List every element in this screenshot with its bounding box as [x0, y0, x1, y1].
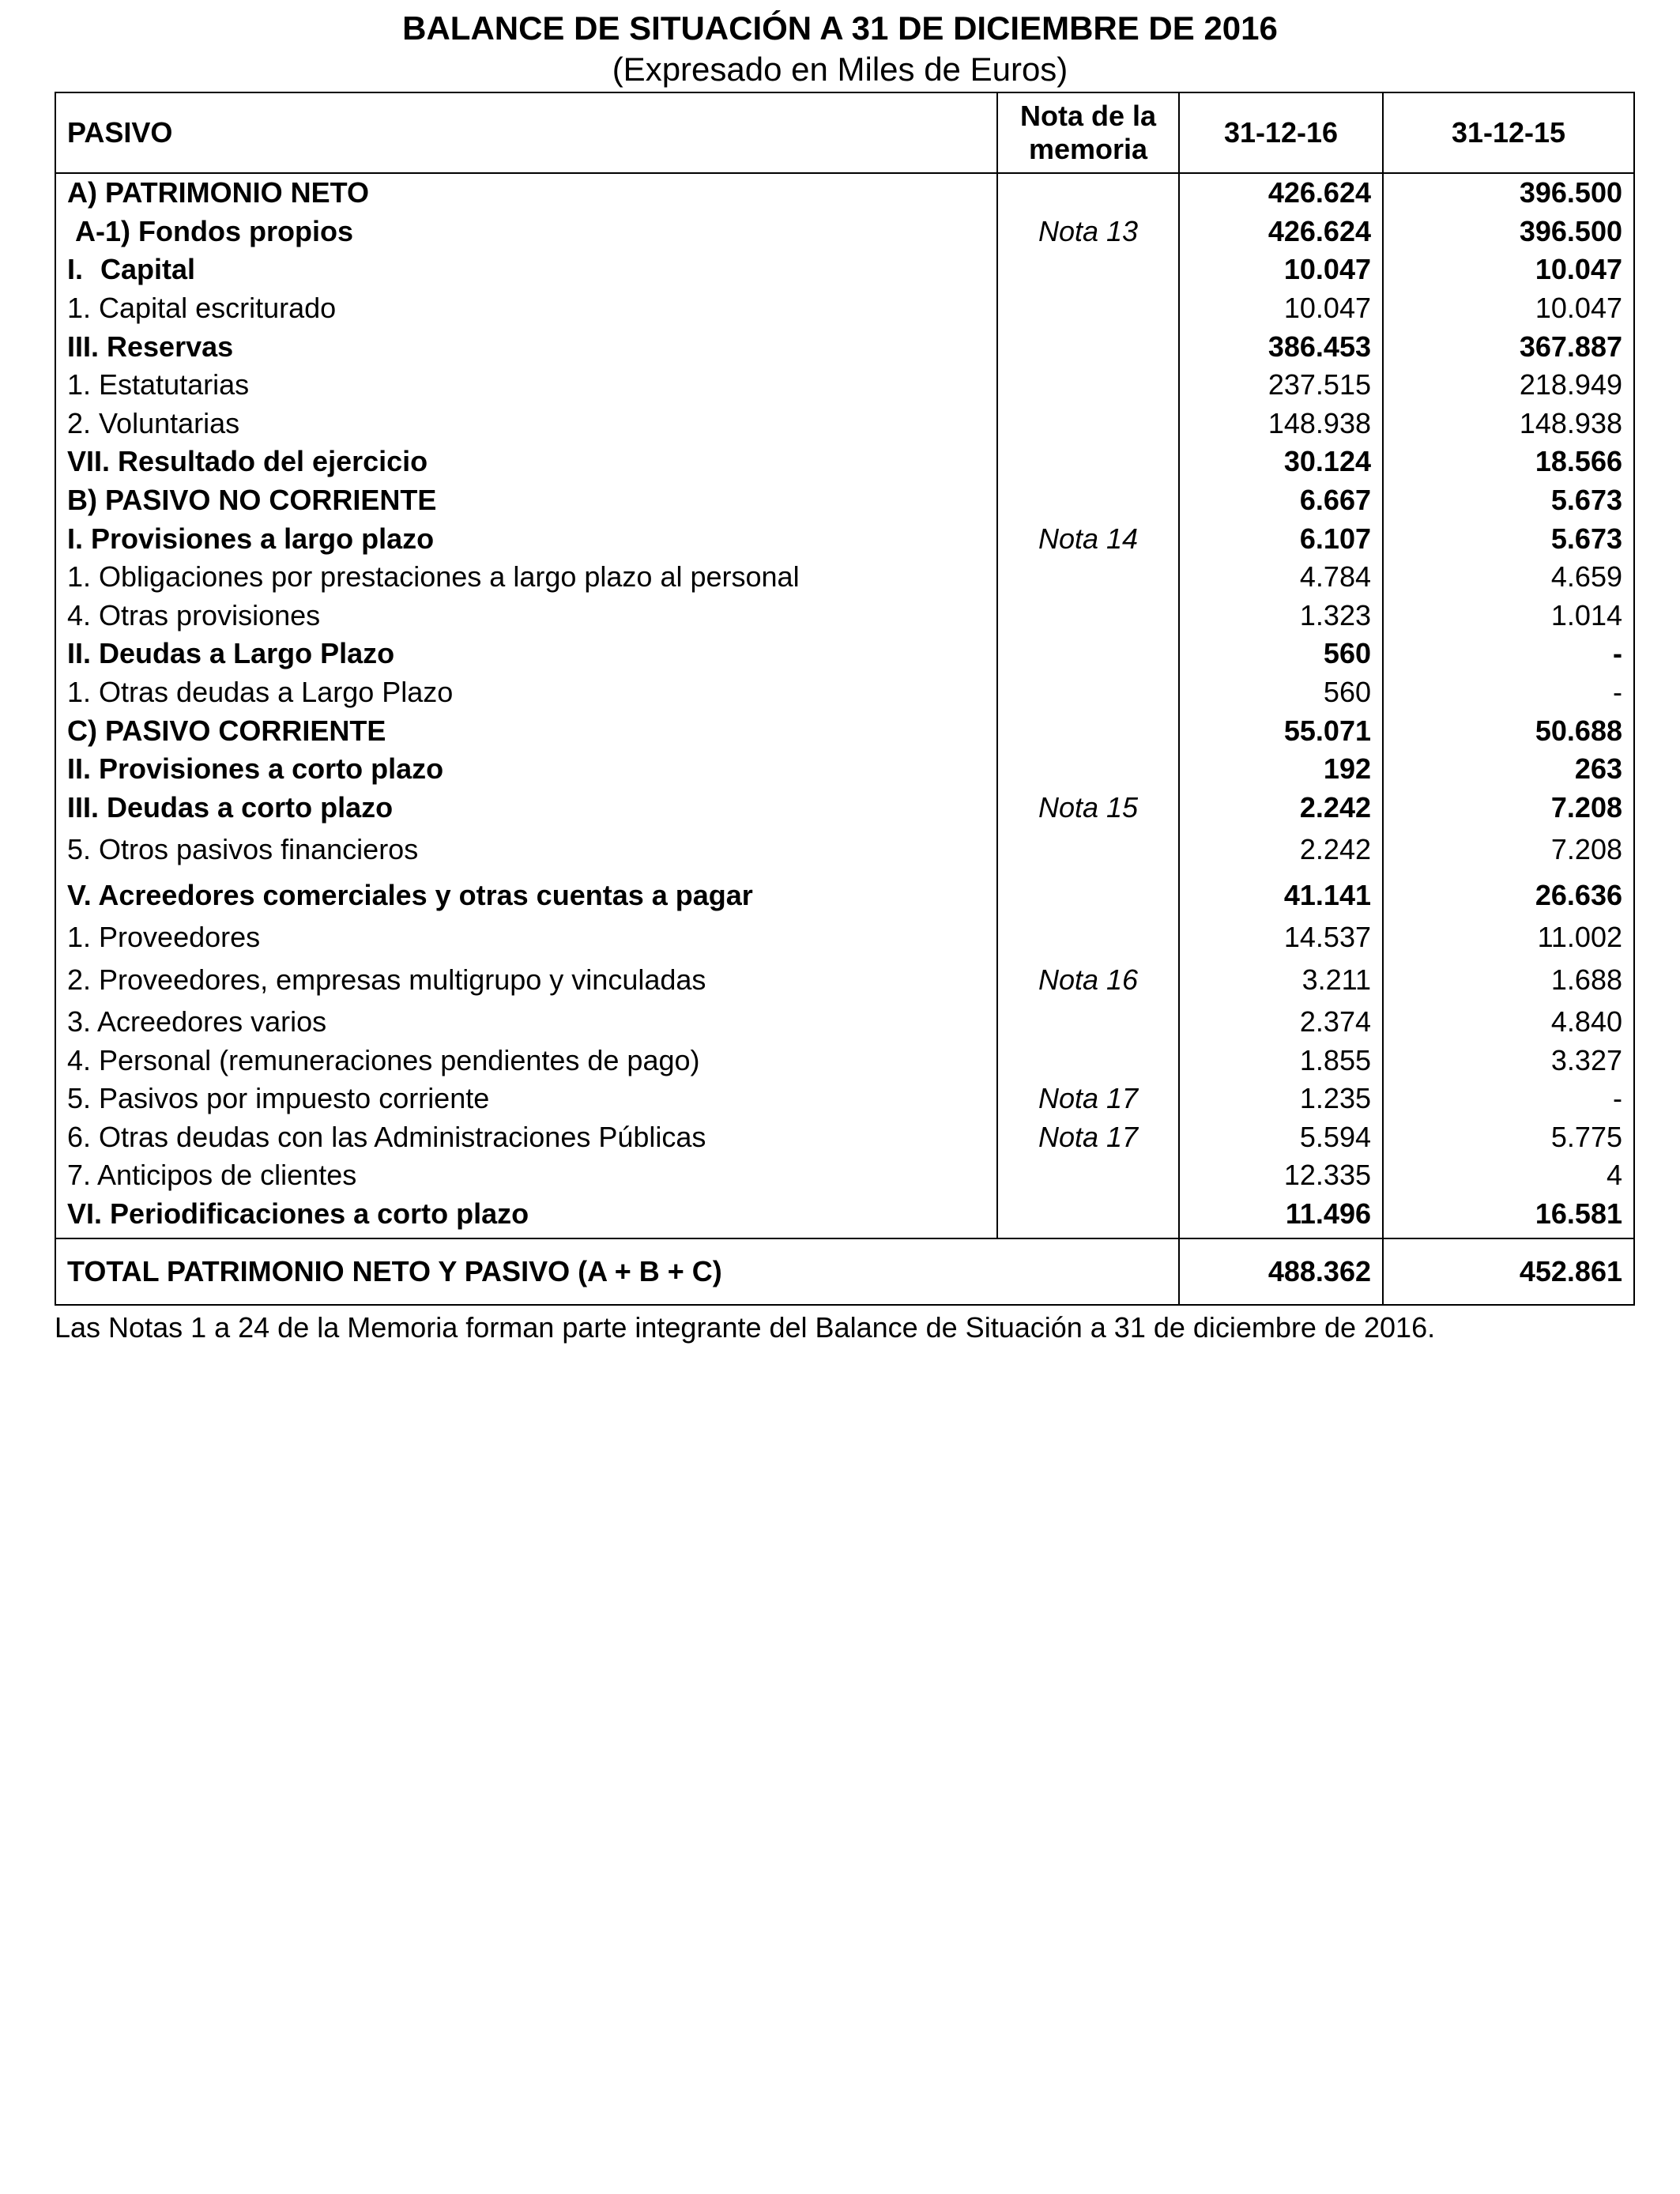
row-value-2016: 1.855 — [1179, 1041, 1383, 1080]
row-value-2016: 426.624 — [1179, 173, 1383, 213]
table-row — [55, 519, 1634, 558]
document-subtitle: (Expresado en Miles de Euros) — [612, 51, 1068, 88]
row-value-2016: 2.374 — [1179, 1003, 1383, 1042]
table-row — [55, 1156, 1634, 1195]
row-label-number: I. — [67, 253, 84, 286]
row-value-2015: 7.208 — [1383, 827, 1634, 873]
table-row — [55, 873, 1634, 918]
row-label: VII. Resultado del ejercicio — [55, 443, 997, 481]
row-value-2015: 263 — [1383, 750, 1634, 789]
total-value-2015: 452.861 — [1383, 1238, 1634, 1305]
row-value-2015: - — [1383, 635, 1634, 673]
row-nota — [997, 481, 1179, 520]
row-value-2016: 192 — [1179, 750, 1383, 789]
row-value-2015: - — [1383, 673, 1634, 712]
row-value-2016: 6.107 — [1179, 519, 1383, 558]
header-col-2016: 31-12-16 — [1179, 92, 1383, 173]
table-row — [55, 711, 1634, 750]
table-row — [55, 750, 1634, 789]
row-nota: Nota 13 — [997, 213, 1179, 251]
row-nota — [997, 711, 1179, 750]
row-value-2016: 2.242 — [1179, 789, 1383, 827]
total-value-2016: 488.362 — [1179, 1238, 1383, 1305]
table-row — [55, 673, 1634, 712]
row-value-2016: 1.323 — [1179, 597, 1383, 635]
row-label: B) PASIVO NO CORRIENTE — [55, 481, 997, 520]
row-nota — [997, 1195, 1179, 1239]
row-value-2016: 30.124 — [1179, 443, 1383, 481]
row-nota — [997, 173, 1179, 213]
row-value-2016: 55.071 — [1179, 711, 1383, 750]
row-value-2015: - — [1383, 1080, 1634, 1118]
row-label: V. Acreedores comerciales y otras cuentas a pagar — [55, 873, 997, 918]
table-row — [55, 918, 1634, 957]
balance-table — [55, 92, 1635, 1306]
row-value-2015: 26.636 — [1383, 873, 1634, 918]
row-value-2015: 4 — [1383, 1156, 1634, 1195]
row-value-2016: 5.594 — [1179, 1118, 1383, 1156]
row-value-2015: 5.775 — [1383, 1118, 1634, 1156]
row-nota: Nota 17 — [997, 1080, 1179, 1118]
row-value-2015: 16.581 — [1383, 1195, 1634, 1239]
row-nota — [997, 635, 1179, 673]
table-row — [55, 597, 1634, 635]
table-row — [55, 635, 1634, 673]
table-row — [55, 1118, 1634, 1156]
row-nota — [997, 673, 1179, 712]
table-row — [55, 251, 1634, 289]
row-nota — [997, 1156, 1179, 1195]
row-label-cell — [55, 251, 997, 289]
row-value-2016: 4.784 — [1179, 558, 1383, 597]
footnote: Las Notas 1 a 24 de la Memoria forman parte integrante del Balance de Situación a 31 de diciembre de 2016. — [55, 1311, 1436, 1344]
row-label: 4. Otras provisiones — [55, 597, 997, 635]
row-value-2015: 396.500 — [1383, 173, 1634, 213]
row-nota — [997, 366, 1179, 405]
row-label: 1. Capital escriturado — [55, 289, 997, 328]
document-title: BALANCE DE SITUACIÓN A 31 DE DICIEMBRE DE 2016 — [402, 9, 1278, 47]
table-row — [55, 366, 1634, 405]
row-value-2016: 237.515 — [1179, 366, 1383, 405]
table-row — [55, 1041, 1634, 1080]
row-value-2016: 1.235 — [1179, 1080, 1383, 1118]
row-value-2016: 14.537 — [1179, 918, 1383, 957]
table-row — [55, 289, 1634, 328]
row-nota — [997, 597, 1179, 635]
table-row — [55, 173, 1634, 213]
row-label: III. Deudas a corto plazo — [55, 789, 997, 827]
row-label: A-1) Fondos propios — [75, 214, 353, 247]
row-value-2015: 18.566 — [1383, 443, 1634, 481]
row-label: C) PASIVO CORRIENTE — [55, 711, 997, 750]
row-nota — [997, 1041, 1179, 1080]
row-nota: Nota 15 — [997, 789, 1179, 827]
row-value-2015: 396.500 — [1383, 213, 1634, 251]
row-value-2016: 10.047 — [1179, 289, 1383, 328]
row-nota — [997, 558, 1179, 597]
row-nota — [997, 289, 1179, 328]
row-value-2015: 11.002 — [1383, 918, 1634, 957]
row-nota — [997, 918, 1179, 957]
row-label: 1. Otras deudas a Largo Plazo — [55, 673, 997, 712]
row-nota: Nota 17 — [997, 1118, 1179, 1156]
row-label: I. Provisiones a largo plazo — [55, 519, 997, 558]
row-value-2015: 1.688 — [1383, 957, 1634, 1003]
row-value-2016: 41.141 — [1179, 873, 1383, 918]
row-value-2015: 1.014 — [1383, 597, 1634, 635]
row-value-2015: 5.673 — [1383, 481, 1634, 520]
table-row — [55, 957, 1634, 1003]
table-row — [55, 443, 1634, 481]
row-label: 5. Pasivos por impuesto corriente — [55, 1080, 997, 1118]
table-row — [55, 827, 1634, 873]
row-value-2016: 560 — [1179, 635, 1383, 673]
row-value-2016: 426.624 — [1179, 213, 1383, 251]
table-row — [55, 213, 1634, 251]
row-nota: Nota 14 — [997, 519, 1179, 558]
row-nota — [997, 873, 1179, 918]
row-label-cell — [55, 213, 997, 251]
row-label: III. Reservas — [55, 327, 997, 366]
row-nota — [997, 327, 1179, 366]
total-row — [55, 1238, 1634, 1305]
row-value-2016: 11.496 — [1179, 1195, 1383, 1239]
row-value-2016: 10.047 — [1179, 251, 1383, 289]
row-nota — [997, 405, 1179, 443]
table-row — [55, 327, 1634, 366]
total-label: TOTAL PATRIMONIO NETO Y PASIVO (A + B + C) — [55, 1238, 1179, 1305]
row-value-2015: 4.840 — [1383, 1003, 1634, 1042]
row-label: VI. Periodificaciones a corto plazo — [55, 1195, 997, 1239]
row-nota — [997, 750, 1179, 789]
row-label: 4. Personal (remuneraciones pendientes de pago) — [55, 1041, 997, 1080]
header-nota-line2: memoria — [1028, 133, 1148, 165]
row-value-2015: 10.047 — [1383, 289, 1634, 328]
row-value-2016: 3.211 — [1179, 957, 1383, 1003]
header-row — [55, 92, 1634, 173]
row-label: 3. Acreedores varios — [55, 1003, 997, 1042]
row-value-2015: 3.327 — [1383, 1041, 1634, 1080]
header-nota-line1: Nota de la — [1019, 100, 1157, 132]
row-nota — [997, 443, 1179, 481]
row-value-2015: 148.938 — [1383, 405, 1634, 443]
table-row — [55, 1195, 1634, 1239]
row-value-2016: 6.667 — [1179, 481, 1383, 520]
table-row — [55, 405, 1634, 443]
row-value-2015: 10.047 — [1383, 251, 1634, 289]
row-value-2015: 4.659 — [1383, 558, 1634, 597]
row-value-2015: 218.949 — [1383, 366, 1634, 405]
row-value-2016: 12.335 — [1179, 1156, 1383, 1195]
table-row — [55, 789, 1634, 827]
header-col-2015: 31-12-15 — [1383, 92, 1634, 173]
row-label: 5. Otros pasivos financieros — [55, 827, 997, 873]
row-label: 1. Obligaciones por prestaciones a largo plazo al personal — [55, 558, 997, 597]
row-nota: Nota 16 — [997, 957, 1179, 1003]
row-nota — [997, 1003, 1179, 1042]
row-label: 1. Proveedores — [55, 918, 997, 957]
row-value-2016: 2.242 — [1179, 827, 1383, 873]
row-label: Capital — [100, 253, 196, 286]
row-value-2015: 7.208 — [1383, 789, 1634, 827]
row-label: 1. Estatutarias — [55, 366, 997, 405]
row-label: 2. Voluntarias — [55, 405, 997, 443]
row-value-2015: 367.887 — [1383, 327, 1634, 366]
row-label: A) PATRIMONIO NETO — [55, 173, 997, 213]
row-nota — [997, 251, 1179, 289]
row-label: II. Deudas a Largo Plazo — [55, 635, 997, 673]
table-row — [55, 481, 1634, 520]
row-value-2016: 386.453 — [1179, 327, 1383, 366]
row-label: 7. Anticipos de clientes — [55, 1156, 997, 1195]
header-nota — [997, 92, 1179, 173]
table-row — [55, 1003, 1634, 1042]
row-value-2015: 50.688 — [1383, 711, 1634, 750]
header-pasivo: PASIVO — [55, 92, 997, 173]
row-value-2016: 148.938 — [1179, 405, 1383, 443]
row-nota — [997, 827, 1179, 873]
row-label: 2. Proveedores, empresas multigrupo y vinculadas — [55, 957, 997, 1003]
row-label: II. Provisiones a corto plazo — [55, 750, 997, 789]
row-label: 6. Otras deudas con las Administraciones Públicas — [55, 1118, 997, 1156]
row-value-2015: 5.673 — [1383, 519, 1634, 558]
table-row — [55, 558, 1634, 597]
row-value-2016: 560 — [1179, 673, 1383, 712]
table-row — [55, 1080, 1634, 1118]
